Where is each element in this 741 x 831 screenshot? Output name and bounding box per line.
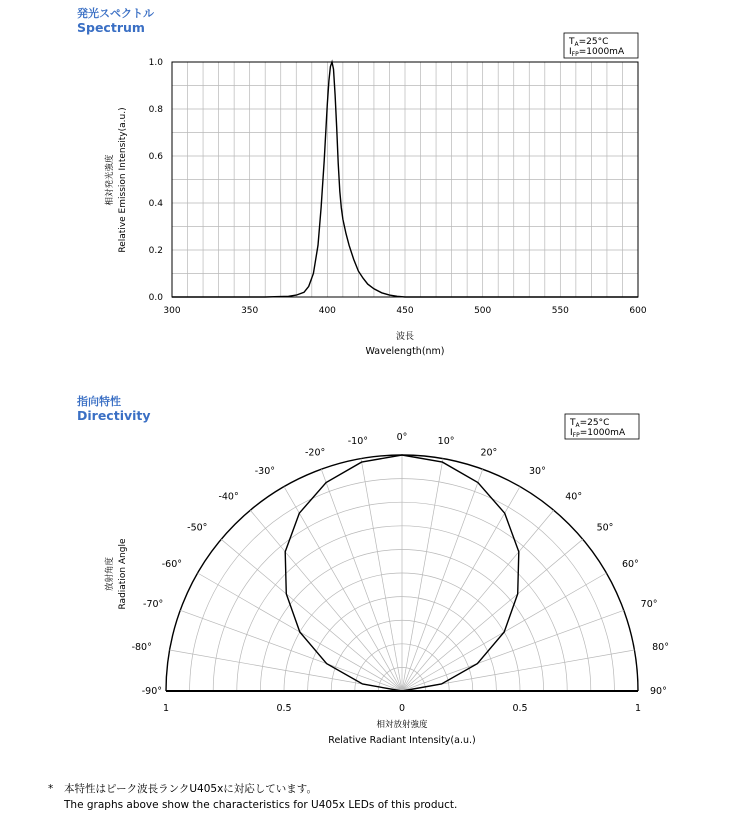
directivity-conditions-box xyxy=(565,414,639,439)
footnote-line-jp: 本特性はピーク波長ランクU405xに対応しています。 xyxy=(64,783,317,795)
spectrum-ytick-label: 0.6 xyxy=(148,152,163,162)
directivity-ta-label: $T_A=25^\circ C$ xyxy=(570,418,610,429)
directivity-angle-label: -90° xyxy=(141,686,162,697)
spectrum-conditions-box xyxy=(564,33,638,58)
spectrum-if-label: $I_{FP}=1000mA$ xyxy=(569,47,625,58)
footnote-line-en: The graphs above show the characteristics for U405x LEDs of this product. xyxy=(64,798,458,811)
directivity-ylabel-jp: 放射角度 xyxy=(105,556,115,592)
directivity-xlabel-en: Relative Radiant Intensity(a.u.) xyxy=(328,735,476,746)
directivity-radius-label: 0 xyxy=(398,703,406,714)
directivity-angle-label: 50° xyxy=(596,522,614,534)
spectrum-ylabel-jp: 相対発光強度 xyxy=(105,154,115,206)
directivity-angle-label: -60° xyxy=(161,559,183,570)
footnote xyxy=(48,782,457,814)
directivity-angle-label: 20° xyxy=(480,447,498,459)
directivity-angle-label: -20° xyxy=(304,447,326,459)
directivity-title-en: Directivity xyxy=(77,408,151,424)
spectrum-xtick-label: 550 xyxy=(551,306,569,316)
directivity-radius-label: 1 xyxy=(162,703,170,714)
spectrum-xlabel-en: Wavelength(nm) xyxy=(365,346,445,357)
spectrum-ta-label: $T_A=25^\circ C$ xyxy=(569,37,609,48)
spectrum-ytick-label: 0.2 xyxy=(148,246,163,256)
directivity-angle-label: 90° xyxy=(650,686,667,697)
spectrum-xtick-label: 600 xyxy=(629,306,647,316)
directivity-angle-label: -50° xyxy=(187,522,208,534)
spectrum-ytick-label: 0.0 xyxy=(148,293,163,303)
spectrum-xtick-label: 450 xyxy=(396,306,414,316)
directivity-radius-label: 1 xyxy=(634,703,642,714)
spectrum-xlabel-jp: 波長 xyxy=(395,332,415,342)
spectrum-title-en: Spectrum xyxy=(77,20,145,36)
directivity-angle-label: 0° xyxy=(396,432,408,443)
directivity-angle-label: -70° xyxy=(143,599,164,611)
spectrum-xtick-label: 500 xyxy=(474,306,492,316)
spectrum-ylabel-en: Relative Emission Intensity(a.u.) xyxy=(118,107,128,253)
directivity-angle-label: -30° xyxy=(254,466,275,478)
directivity-angle-label: -10° xyxy=(347,435,369,447)
directivity-radius-label: 0.5 xyxy=(276,703,292,714)
directivity-ylabel-en: Radiation Angle xyxy=(118,538,128,610)
directivity-angle-label: 70° xyxy=(640,599,658,611)
spectrum-ytick-label: 1.0 xyxy=(148,58,163,68)
spectrum-title-jp: 発光スペクトル xyxy=(77,7,154,20)
directivity-chart xyxy=(0,390,741,770)
directivity-angle-label: -40° xyxy=(218,491,239,503)
spectrum-ytick-label: 0.4 xyxy=(148,199,163,209)
spectrum-chart xyxy=(0,0,741,370)
directivity-angle-label: 80° xyxy=(652,641,669,653)
directivity-grid-radial xyxy=(221,539,402,691)
directivity-angle-label: 40° xyxy=(565,491,583,503)
footnote-marker: * xyxy=(48,783,54,795)
directivity-title-jp: 指向特性 xyxy=(77,395,121,408)
directivity-angle-label: 60° xyxy=(621,559,639,570)
directivity-radius-label: 0.5 xyxy=(512,703,528,714)
spectrum-xtick-label: 400 xyxy=(318,306,336,316)
directivity-grid-radial xyxy=(402,539,583,691)
directivity-if-label: $I_{FP}=1000mA$ xyxy=(570,428,626,439)
directivity-xlabel-jp: 相対放射強度 xyxy=(376,720,428,730)
spectrum-xtick-label: 350 xyxy=(241,306,259,316)
directivity-angle-label: -80° xyxy=(131,641,152,653)
directivity-angle-label: 30° xyxy=(529,466,546,478)
directivity-angle-label: 10° xyxy=(437,435,455,447)
spectrum-ytick-label: 0.8 xyxy=(148,105,163,115)
spectrum-xtick-label: 300 xyxy=(163,306,181,316)
